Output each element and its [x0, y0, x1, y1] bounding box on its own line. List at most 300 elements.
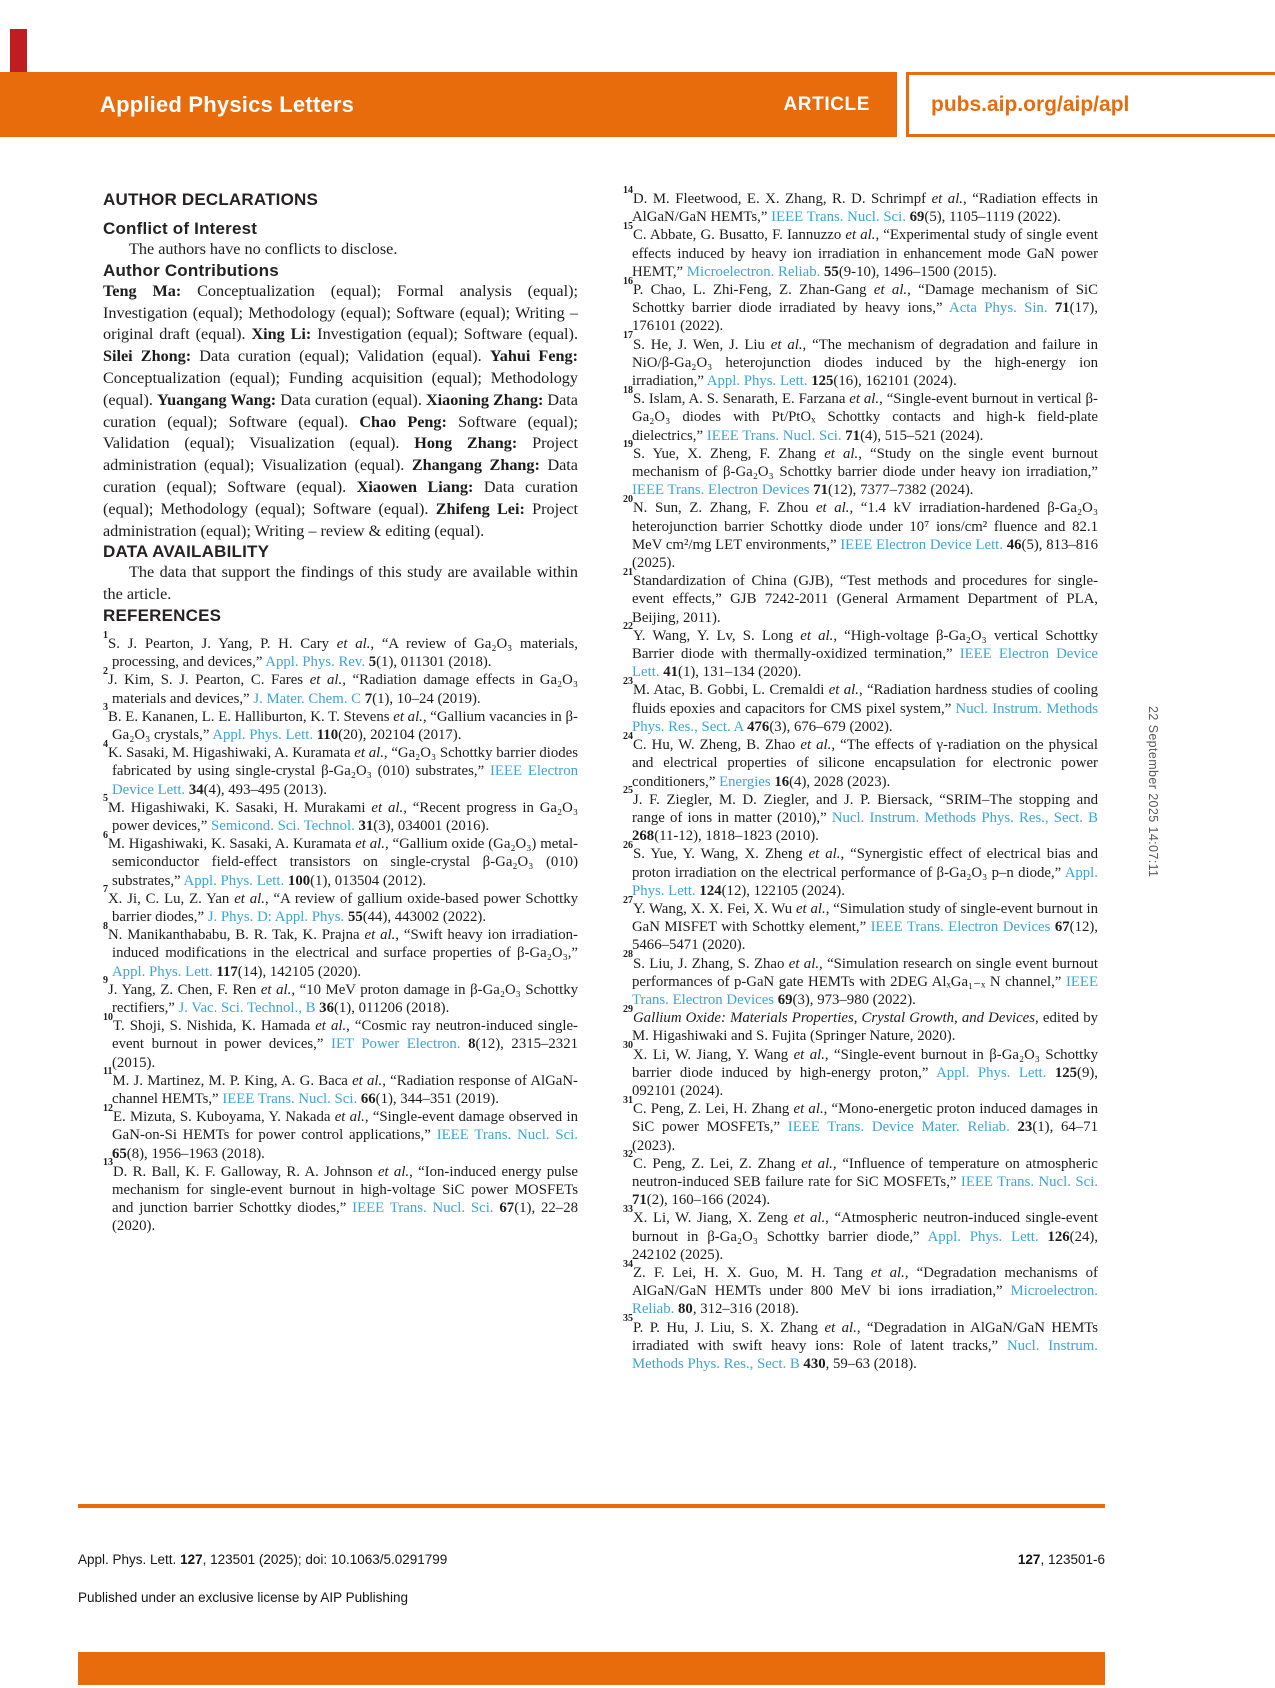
- text-segment: (1), 64–71 (2023).: [632, 1119, 1099, 1154]
- reference-number: 22: [623, 621, 633, 633]
- text-segment: 67: [1054, 919, 1070, 936]
- text-segment: Data curation (equal); Software (equal).: [103, 456, 578, 496]
- journal-link[interactable]: IEEE Trans. Nucl. Sci.: [222, 1091, 361, 1108]
- reference-number: 2: [103, 665, 108, 677]
- text-segment: Teng Ma:: [103, 281, 182, 300]
- text-segment: et al.: [788, 955, 820, 972]
- reference-item: [103, 975, 579, 1017]
- reference-item: [103, 884, 578, 926]
- content-columns: [103, 184, 1099, 1373]
- text-segment: 66: [360, 1091, 376, 1108]
- journal-link[interactable]: Microelectron. Reliab.: [632, 1283, 1098, 1318]
- reference-number: 24: [623, 730, 633, 742]
- text-segment: et al.: [336, 635, 371, 652]
- text-segment: Data curation (equal).: [276, 390, 426, 409]
- journal-link[interactable]: IEEE Electron Device Lett.: [840, 536, 1007, 553]
- reference-number: 18: [623, 384, 633, 396]
- data-availability-heading: DATA AVAILABILITY: [103, 542, 270, 562]
- header-band: [0, 72, 897, 137]
- text-segment: , “Radiation hardness studies of cooling fluids epoxies and capacitors for CMS pixel system,”: [632, 682, 1098, 717]
- journal-link[interactable]: J. Vac. Sci. Technol., B: [178, 1000, 320, 1017]
- text-segment: et al.: [849, 391, 880, 408]
- text-segment: Data curation (equal); Validation (equal).: [191, 347, 490, 366]
- reference-item: [623, 1094, 1099, 1155]
- journal-link[interactable]: Acta Phys. Sin.: [949, 300, 1055, 317]
- journal-link[interactable]: IEEE Trans. Nucl. Sci.: [436, 1127, 578, 1144]
- reference-number: 25: [623, 785, 633, 797]
- reference-item: [623, 676, 1098, 736]
- reference-number: 8: [103, 920, 108, 932]
- reference-item: [623, 839, 1098, 900]
- text-segment: et al.: [334, 1109, 365, 1126]
- footer-bottom-bar: [78, 1652, 1105, 1685]
- text-segment: , “Radiation effects in AlGaN/GaN HEMTs,”: [632, 191, 1098, 226]
- text-segment: (1), 131–134 (2020).: [678, 664, 802, 681]
- text-segment: , “Recent progress in Ga₂O₃ power devices,”: [112, 799, 578, 834]
- text-segment: (9), 092101 (2024).: [632, 1064, 1098, 1099]
- text-segment: S. Yue, X. Zheng, F. Zhang: [633, 445, 825, 462]
- text-segment: (1), 10–24 (2019).: [372, 690, 481, 707]
- reference-number: 3: [103, 702, 108, 714]
- text-segment: , “Simulation research on single event burnout performances of p-GaN gate HEMTs with 2DEG AlₓGa₁₋ₓ N channel,”: [632, 955, 1098, 990]
- text-segment: 67: [499, 1200, 515, 1217]
- text-segment: 23: [1017, 1119, 1033, 1136]
- text-segment: D. R. Ball, K. F. Galloway, R. A. Johnson: [113, 1163, 378, 1180]
- text-segment: Z. F. Lei, H. X. Guo, M. H. Tang: [633, 1264, 871, 1281]
- text-segment: M. Atac, B. Gobbi, L. Cremaldi: [633, 682, 829, 699]
- journal-link[interactable]: IEEE Trans. Electron Devices: [632, 973, 1098, 1008]
- reference-number: 28: [623, 949, 633, 961]
- text-segment: (5), 1105–1119 (2022).: [924, 209, 1061, 226]
- text-segment: 8: [468, 1036, 476, 1053]
- text-segment: M. Higashiwaki, K. Sasaki, A. Kuramata: [108, 836, 356, 853]
- text-segment: (16), 162101 (2024).: [833, 373, 957, 390]
- text-segment: et al.: [870, 1264, 905, 1281]
- text-segment: et al.: [845, 227, 876, 244]
- journal-link[interactable]: Microelectron. Reliab.: [686, 263, 825, 280]
- conflict-of-interest-heading: Conflict of Interest: [103, 219, 258, 238]
- text-segment: 117: [216, 963, 238, 980]
- reference-item: [103, 1157, 579, 1236]
- text-segment: et al.: [795, 900, 826, 917]
- journal-link[interactable]: Appl. Phys. Lett.: [706, 373, 812, 390]
- text-segment: 46: [1006, 536, 1022, 553]
- journal-link[interactable]: Nucl. Instrum. Methods Phys. Res., Sect. A: [632, 700, 1098, 735]
- text-segment: (11-12), 1818–1823 (2010).: [654, 828, 819, 845]
- reference-item: [623, 1258, 1098, 1319]
- journal-link[interactable]: IEEE Trans. Nucl. Sci.: [352, 1200, 500, 1217]
- text-segment: E. Mizuta, S. Kuboyama, Y. Nakada: [113, 1109, 335, 1126]
- text-segment: 36: [319, 1000, 334, 1017]
- journal-link[interactable]: Appl. Phys. Lett.: [927, 1228, 1048, 1245]
- reference-item: [623, 184, 1098, 226]
- text-segment: K. Sasaki, M. Higashiwaki, A. Kuramata: [108, 745, 355, 762]
- text-segment: (1), 011301 (2018).: [376, 654, 492, 671]
- reference-number: 1: [103, 629, 108, 641]
- text-segment: et al.: [354, 745, 384, 762]
- journal-link[interactable]: Appl. Phys. Rev.: [265, 654, 369, 671]
- text-segment: Y. Wang, X. X. Fei, X. Wu: [633, 900, 796, 917]
- text-segment: Data curation (equal); Methodology (equal); Software (equal).: [103, 477, 578, 518]
- text-segment: (2), 160–166 (2024).: [646, 1192, 771, 1209]
- text-segment: et al.: [793, 1210, 826, 1227]
- reference-item: [103, 665, 579, 707]
- text-segment: 126: [1047, 1228, 1070, 1245]
- text-segment: et al.: [770, 336, 803, 353]
- text-segment: D. M. Fleetwood, E. X. Zhang, R. D. Schrimpf: [633, 191, 932, 207]
- text-segment: Silei Zhong:: [103, 347, 192, 366]
- right-column: [623, 184, 1099, 1373]
- text-segment: , “Single-event burnout in vertical β-Ga₂O₃ diodes with Pt/PtOₓ Schottky contacts and high-k field-plate dielectrics,”: [632, 391, 1098, 444]
- text-segment: 31: [358, 817, 374, 834]
- text-segment: , “Swift heavy ion irradiation-induced modifications in the electrical and surface properties of β-Ga₂O₃,”: [112, 927, 578, 962]
- text-segment: Project administration (equal); Writing – review & editing (equal).: [103, 499, 578, 540]
- journal-link[interactable]: Energies: [719, 773, 775, 790]
- publisher-url-link[interactable]: pubs.aip.org/aip/apl: [931, 92, 1130, 116]
- reference-item: [623, 566, 1098, 627]
- text-segment: S. J. Pearton, J. Yang, P. H. Cary: [108, 635, 337, 652]
- text-segment: , “Radiation damage effects in Ga₂O₃ materials and devices,”: [112, 672, 579, 707]
- reference-item: [623, 494, 1098, 572]
- text-segment: J. Yang, Z. Chen, F. Ren: [108, 981, 261, 998]
- text-segment: et al.: [808, 846, 841, 863]
- reference-number: 6: [103, 829, 108, 841]
- reference-item: [103, 1102, 578, 1163]
- reference-number: 32: [623, 1149, 633, 1161]
- text-segment: et al.: [815, 500, 850, 517]
- text-segment: Hong Zhang:: [414, 434, 518, 453]
- text-segment: (1), 011206 (2018).: [333, 1000, 450, 1017]
- text-segment: , “Cosmic ray neutron-induced single-event burnout in power devices,”: [112, 1018, 578, 1053]
- references-list-right: [623, 184, 1099, 1373]
- text-segment: (14), 142105 (2020).: [237, 963, 362, 980]
- reference-item: [623, 330, 1098, 391]
- reference-number: 30: [623, 1040, 633, 1052]
- text-segment: et al.: [371, 799, 404, 816]
- text-segment: , “Simulation study of single-event burnout in GaN MISFET with Schottky element,”: [632, 900, 1098, 936]
- reference-number: 11: [103, 1066, 113, 1078]
- reference-number: 4: [103, 738, 108, 750]
- text-segment: Xing Li:: [251, 325, 312, 344]
- text-segment: 80: [678, 1301, 693, 1318]
- text-segment: S. Yue, Y. Wang, X. Zheng: [633, 846, 809, 863]
- reference-number: 13: [103, 1157, 113, 1169]
- reference-item: [103, 738, 578, 799]
- journal-link[interactable]: Appl. Phys. Lett.: [632, 864, 1098, 899]
- text-segment: et al.: [931, 191, 964, 207]
- reference-item: [623, 730, 1098, 791]
- text-segment: 71: [632, 1192, 647, 1209]
- text-segment: , “The mechanism of degradation and failure in NiO/β-Ga₂O₃ heterojunction diodes induced by the high-energy ion irradiation,”: [632, 336, 1098, 390]
- reference-number: 14: [623, 184, 633, 196]
- text-segment: , “1.4 kV irradiation-hardened β-Ga₂O₃ heterojunction barrier Schottky diode under 10⁷ ions/cm² fluence and 82.1 MeV cm²/mg LET environments,”: [632, 500, 1098, 553]
- author-declarations-heading: AUTHOR DECLARATIONS: [103, 190, 319, 209]
- text-segment: 65: [112, 1145, 127, 1162]
- text-segment: et al.: [309, 672, 343, 689]
- text-segment: Zhifeng Lei:: [435, 499, 525, 518]
- text-segment: Conceptualization (equal); Formal analysis (equal); Investigation (equal); Methodology (equal); Software (equal); Writing – original draft (equal).: [103, 281, 578, 344]
- text-segment: 127: [180, 1552, 203, 1567]
- text-segment: et al.: [873, 282, 908, 299]
- text-segment: , “High-voltage β-Ga₂O₃ vertical Schottky Barrier diode with thermally-oxidized termination,”: [632, 627, 1098, 663]
- journal-link[interactable]: Appl. Phys. Lett.: [936, 1064, 1055, 1081]
- journal-link[interactable]: Semicond. Sci. Technol.: [211, 817, 359, 834]
- text-segment: et al.: [801, 1155, 833, 1172]
- text-segment: M. Higashiwaki, K. Sasaki, H. Murakami: [108, 799, 372, 816]
- text-segment: (12), 5466–5471 (2020).: [632, 919, 1098, 954]
- text-segment: 71: [1054, 300, 1070, 317]
- reference-number: 16: [623, 275, 633, 287]
- text-segment: (44), 443002 (2022).: [362, 909, 487, 925]
- text-segment: (17), 176101 (2022).: [632, 300, 1098, 335]
- text-segment: J. Kim, S. J. Pearton, C. Fares: [108, 672, 310, 689]
- journal-link[interactable]: J. Mater. Chem. C: [253, 690, 365, 707]
- text-segment: , “Synergistic effect of electrical bias and proton irradiation on the electrical performance of β-Ga₂O₃ p–n diode,”: [632, 846, 1098, 881]
- footer-citation: [78, 1552, 447, 1567]
- text-segment: et al.: [824, 445, 859, 462]
- text-segment: et al.: [793, 1101, 824, 1118]
- text-segment: , “Damage mechanism of SiC Schottky barrier diode irradiated by heavy ions,”: [632, 282, 1098, 317]
- data-availability-text: The data that support the findings of this study are available within the article.: [103, 563, 578, 604]
- reference-item: [103, 629, 578, 671]
- reference-item: [623, 1149, 1099, 1210]
- text-segment: , “10 MeV proton damage in β-Ga₂O₃ Schottky rectifiers,”: [112, 981, 579, 1017]
- journal-link[interactable]: Nucl. Instrum. Methods Phys. Res., Sect. B: [632, 1337, 1098, 1372]
- text-segment: et al.: [793, 1046, 825, 1063]
- text-segment: , “Atmospheric neutron-induced single-event burnout in β-Ga₂O₃ Schottky barrier diode,”: [632, 1210, 1098, 1245]
- reference-number: 9: [103, 975, 108, 987]
- left-column: [103, 190, 578, 1373]
- text-segment: Yahui Feng:: [489, 347, 578, 366]
- reference-number: 20: [623, 494, 633, 506]
- text-segment: Software (equal); Validation (equal); Visualization (equal).: [103, 412, 578, 453]
- text-segment: (24), 242102 (2025).: [632, 1228, 1098, 1263]
- text-segment: 69: [909, 209, 925, 226]
- text-segment: , “Gallium vacancies in β-Ga₂O₃ crystals,”: [112, 708, 578, 743]
- text-segment: 476: [747, 718, 770, 735]
- text-segment: (20), 202104 (2017).: [338, 726, 462, 743]
- text-segment: T. Shoji, S. Nishida, K. Hamada: [113, 1018, 316, 1035]
- text-segment: 268: [632, 828, 655, 845]
- footer-license: Published under an exclusive license by AIP Publishing: [78, 1590, 408, 1605]
- text-segment: B. E. Kananen, L. E. Halliburton, K. T. Stevens: [108, 708, 394, 725]
- footer-page-number: [1018, 1552, 1105, 1567]
- text-segment: , “Single-event burnout in β-Ga₂O₃ Schottky barrier diode induced by high-energy proton,”: [632, 1046, 1098, 1081]
- text-segment: , “Influence of temperature on atmospheric neutron-induced SEB failure rate for SiC MOSFETs,”: [632, 1155, 1098, 1190]
- text-segment: N. Sun, Z. Zhang, F. Zhou: [633, 500, 816, 517]
- text-segment: S. Liu, J. Zhang, S. Zhao: [633, 955, 789, 972]
- text-segment: 124: [699, 882, 722, 899]
- text-segment: (1), 013504 (2012).: [310, 872, 427, 889]
- journal-link[interactable]: Appl. Phys. Lett.: [212, 726, 317, 743]
- reference-item: [103, 702, 578, 744]
- text-segment: (4), 493–495 (2013).: [203, 781, 327, 798]
- journal-link[interactable]: IET Power Electron.: [331, 1036, 469, 1053]
- reference-number: 21: [623, 566, 633, 578]
- reference-number: 33: [623, 1203, 633, 1215]
- text-segment: Data curation (equal); Software (equal).: [103, 390, 578, 431]
- text-segment: C. Hu, W. Zheng, B. Zhao: [633, 737, 801, 754]
- text-segment: 16: [774, 773, 790, 790]
- text-segment: , “Radiation response of AlGaN-channel HEMTs,”: [112, 1072, 578, 1108]
- text-segment: et al.: [355, 836, 385, 853]
- journal-link[interactable]: Appl. Phys. Lett.: [112, 963, 217, 980]
- text-segment: Investigation (equal); Software (equal).: [311, 325, 578, 344]
- text-segment: M. J. Martinez, M. P. King, A. G. Baca: [112, 1072, 353, 1089]
- article-type-label: ARTICLE: [783, 93, 870, 115]
- publisher-url-box: [906, 72, 1275, 137]
- text-segment: , 123501 (2025); doi: 10.1063/5.0291799: [202, 1552, 448, 1567]
- reference-item: [623, 439, 1099, 500]
- text-segment: (9-10), 1496–1500 (2015).: [838, 263, 997, 280]
- text-segment: Chao Peng:: [359, 412, 447, 431]
- reference-number: 27: [623, 894, 633, 906]
- journal-link[interactable]: J. Phys. D: Appl. Phys.: [207, 909, 348, 925]
- text-segment: Gallium Oxide: Materials Properties, Crystal Growth, and Devices: [633, 1010, 1036, 1027]
- reference-item: [103, 829, 578, 890]
- text-segment: (5), 813–816 (2025).: [632, 536, 1098, 572]
- text-segment: Zhangang Zhang:: [411, 456, 540, 475]
- text-segment: S. He, J. Wen, J. Liu: [633, 336, 771, 353]
- text-segment: et al.: [828, 682, 859, 699]
- text-segment: , “Experimental study of single event effects induced by heavy ion irradiation in enhancement mode GaN power HEMT,”: [632, 227, 1098, 280]
- reference-item: [623, 384, 1098, 445]
- text-segment: et al.: [315, 1018, 347, 1035]
- text-segment: et al.: [377, 1163, 410, 1180]
- text-segment: C. Peng, Z. Lei, H. Zhang: [633, 1101, 794, 1118]
- text-segment: (12), 2315–2321 (2015).: [112, 1036, 579, 1071]
- reference-number: 17: [623, 330, 633, 342]
- reference-number: 5: [103, 793, 108, 805]
- footer-rule: [78, 1504, 1105, 1508]
- journal-link[interactable]: IEEE Electron Device Lett.: [632, 646, 1098, 681]
- text-segment: 125: [811, 373, 834, 390]
- text-segment: , “The effects of γ-radiation on the physical and electrical properties of silicone encapsulation for electronic power conditioners,”: [632, 737, 1098, 790]
- reference-number: 19: [623, 439, 633, 451]
- text-segment: Project administration (equal); Visualization (equal).: [103, 434, 578, 475]
- reference-number: 7: [103, 884, 108, 896]
- journal-link[interactable]: IEEE Trans. Nucl. Sci.: [706, 427, 846, 444]
- reference-number: 10: [103, 1011, 113, 1023]
- journal-link[interactable]: IEEE Trans. Electron Devices: [632, 482, 814, 499]
- references-heading: REFERENCES: [103, 605, 222, 625]
- text-segment: , “Ion-induced energy pulse mechanism for single-event burnout in high-voltage SiC power MOSFETs and junction barrier Schottky diodes,”: [112, 1163, 578, 1217]
- text-segment: , “Study on the single event burnout mechanism of β-Ga₂O₃ Schottky barrier diode under heavy ion irradiation,”: [632, 445, 1099, 481]
- text-segment: S. Islam, A. S. Senarath, E. Farzana: [633, 391, 850, 408]
- text-segment: P. P. Hu, J. Liu, S. X. Zhang: [633, 1319, 825, 1336]
- text-segment: (3), 034001 (2016).: [373, 817, 490, 834]
- reference-number: 15: [623, 220, 633, 232]
- text-segment: et al.: [393, 708, 423, 725]
- text-segment: (1), 344–351 (2019).: [375, 1091, 499, 1108]
- text-segment: et al.: [800, 737, 832, 754]
- text-segment: (4), 515–521 (2024).: [860, 427, 984, 444]
- reference-item: [623, 1313, 1098, 1374]
- text-segment: X. Li, W. Jiang, X. Zeng: [633, 1210, 794, 1227]
- text-segment: Appl. Phys. Lett.: [78, 1552, 181, 1567]
- reference-item: [623, 220, 1098, 281]
- text-segment: 41: [663, 664, 679, 681]
- text-segment: , “Degradation mechanisms of AlGaN/GaN HEMTs under 800 MeV bi ions irradiation,”: [632, 1264, 1098, 1300]
- text-segment: (3), 973–980 (2022).: [792, 991, 916, 1008]
- reference-number: 31: [623, 1094, 633, 1106]
- text-segment: (4), 2028 (2023).: [789, 773, 891, 790]
- text-segment: Yuangang Wang:: [156, 390, 277, 409]
- reference-item: [623, 785, 1098, 846]
- text-segment: , “Gallium oxide (Ga₂O₃) metal-semiconductor field-effect transistors on single-crystal β-Ga₂O₃ (010) substrates,”: [112, 836, 578, 889]
- reference-number: 23: [623, 676, 633, 688]
- reference-number: 35: [623, 1313, 633, 1325]
- text-segment: et al.: [260, 981, 292, 998]
- reference-number: 12: [103, 1102, 113, 1114]
- text-segment: 71: [813, 482, 829, 499]
- journal-link[interactable]: IEEE Trans. Device Mater. Reliab.: [787, 1119, 1018, 1136]
- text-segment: Xiaoning Zhang:: [425, 390, 544, 409]
- text-segment: et al.: [352, 1072, 383, 1089]
- text-segment: 69: [777, 991, 793, 1008]
- text-segment: , “A review of Ga₂O₃ materials, processing, and devices,”: [112, 635, 578, 671]
- text-segment: , 312–316 (2018).: [692, 1301, 799, 1318]
- text-segment: Xiaowen Liang:: [356, 477, 474, 496]
- text-segment: 100: [287, 872, 311, 889]
- text-segment: 34: [188, 781, 204, 798]
- text-segment: Conceptualization (equal); Funding acquisition (equal); Methodology (equal).: [103, 368, 578, 409]
- reference-number: 29: [623, 1003, 633, 1015]
- text-segment: 127: [1017, 1552, 1041, 1567]
- journal-link[interactable]: IEEE Trans. Nucl. Sci.: [960, 1173, 1099, 1190]
- text-segment: J. F. Ziegler, M. D. Ziegler, and J. P. Biersack, “SRIM–The stopping and range of ions in matter (2010),”: [632, 791, 1098, 826]
- download-timestamp: 22 September 2025 14:07:11: [1146, 706, 1160, 878]
- text-segment: , 123501-6: [1040, 1552, 1105, 1567]
- author-contributions-heading: Author Contributions: [103, 260, 279, 280]
- text-segment: X. Li, W. Jiang, Y. Wang: [633, 1046, 794, 1063]
- text-segment: P. Chao, L. Zhi-Feng, Z. Zhan-Gang: [633, 282, 874, 299]
- text-segment: (12), 7377–7382 (2024).: [828, 482, 974, 499]
- journal-link[interactable]: IEEE Electron Device Lett.: [112, 763, 578, 798]
- text-segment: Standardization of China (GJB), “Test methods and procedures for single-event effects,” GJB 7242-2011 (General Armament Department of PLA, Beijing, 2011).: [632, 573, 1098, 626]
- conflict-of-interest-text: The authors have no conflicts to disclose.: [129, 240, 398, 258]
- text-segment: , “Single-event damage observed in GaN-on-Si HEMTs for power control applications,”: [112, 1109, 578, 1144]
- reference-item: [623, 275, 1098, 336]
- text-segment: Y. Wang, Y. Lv, S. Long: [633, 627, 801, 644]
- reference-item: [623, 621, 1098, 682]
- reference-number: 26: [623, 839, 633, 851]
- text-segment: (3), 676–679 (2002).: [769, 718, 893, 735]
- reference-item: [623, 1040, 1098, 1101]
- text-segment: (8), 1956–1963 (2018).: [126, 1145, 265, 1162]
- text-segment: (12), 122105 (2024).: [721, 882, 845, 899]
- reference-item: [103, 1066, 578, 1108]
- text-segment: et al.: [824, 1319, 857, 1336]
- text-segment: 110: [316, 726, 339, 743]
- text-segment: N. Manikanthababu, B. R. Tak, K. Prajna: [108, 927, 365, 944]
- reference-item: [623, 949, 1098, 1010]
- journal-link[interactable]: Appl. Phys. Lett.: [183, 872, 288, 889]
- text-segment: 5: [368, 654, 377, 671]
- journal-link[interactable]: IEEE Trans. Nucl. Sci.: [771, 209, 910, 226]
- text-segment: 55: [347, 909, 363, 925]
- references-list-left: [103, 629, 579, 1236]
- author-contributions-text: [103, 281, 578, 543]
- text-segment: , “Ga₂O₃ Schottky barrier diodes fabricated by using single-crystal β-Ga₂O₃ (010) substrates,”: [112, 745, 578, 780]
- journal-link[interactable]: Nucl. Instrum. Methods Phys. Res., Sect. B: [831, 809, 1098, 826]
- text-segment: 71: [845, 427, 861, 444]
- text-segment: et al.: [800, 627, 834, 644]
- text-segment: C. Abbate, G. Busatto, F. Iannuzzo: [633, 227, 846, 244]
- reference-item: [623, 1203, 1098, 1264]
- text-segment: , “Degradation in AlGaN/GaN HEMTs irradiated with swift heavy ions: Role of latent tracks,”: [632, 1319, 1098, 1354]
- journal-link[interactable]: IEEE Trans. Electron Devices: [870, 919, 1055, 936]
